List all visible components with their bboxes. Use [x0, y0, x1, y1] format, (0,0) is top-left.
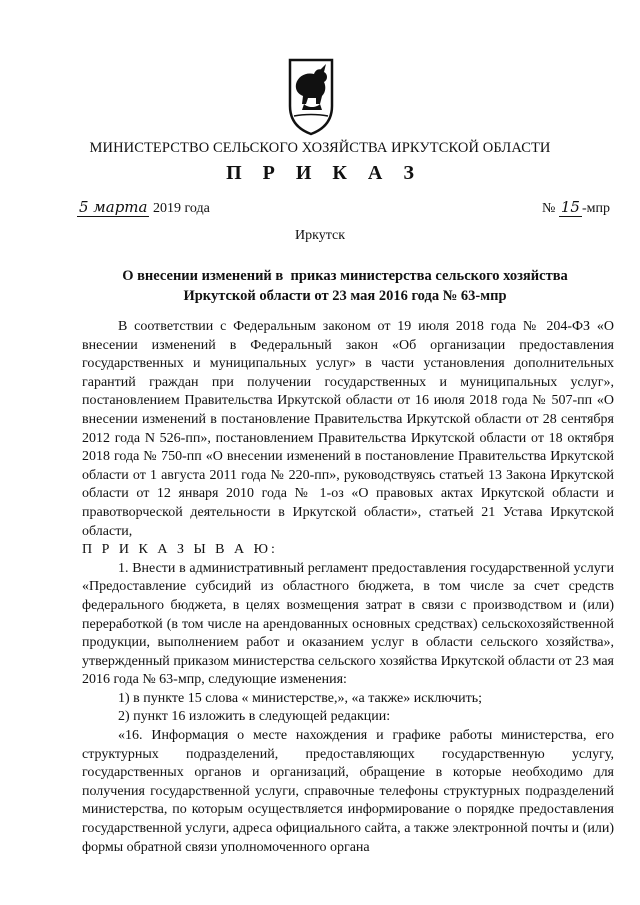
number-sign: № [542, 201, 556, 216]
document-type-title: П Р И К А З [226, 162, 422, 184]
date-year: 2019 года [152, 201, 210, 216]
subitem-2-paragraph: 2) пункт 16 изложить в следующей редакции: [118, 709, 391, 725]
document-date [77, 198, 210, 217]
preamble-paragraph: В соответствии с Федеральным законом от 19 июля 2018 года № 204-ФЗ «О внесении изменений в Федеральный закон «Об организации предоставления государственных и муниципальных услуг» в части установления дополнительных гарантий граждан при получении государственных и муниципальных услуг», постановлением Правительства Иркутской области от 16 июля 2018 года № 507-пп «О внесении изменений в постановление Правительства Иркутской области от 28 сентября 2012 года N 526-пп», постановлением Правительства Иркутской области от 18 октября 2018 года № 750-пп «О внесении изменений в постановление Правительства Иркутской области от 1 августа 2011 года № 220-пп», руководствуясь статьей 13 Закона Иркутской области от 12 января 2010 года № 1-оз «О правовых актах Иркутской области и правотворческой деятельности в Иркутской области», статьей 21 Устава Иркутской области, [82, 319, 614, 539]
subject-line-2: Иркутской области от 23 мая 2016 года № 63-мпр [183, 288, 507, 304]
subitem-1-paragraph: 1) в пункте 15 слова « министерстве,», «а также» исключить; [118, 690, 483, 706]
order-body [82, 318, 614, 857]
subject-line-1: О внесении изменений в приказ министерства сельского хозяйства [122, 268, 568, 284]
order-subject [80, 266, 610, 306]
handwritten-date: 5 марта [79, 198, 148, 216]
ministry-name: МИНИСТЕРСТВО СЕЛЬСКОГО ХОЗЯЙСТВА ИРКУТСКОЙ ОБЛАСТИ [89, 140, 551, 156]
handwritten-number: 15 [560, 198, 580, 216]
city-name: Иркутск [294, 228, 346, 243]
document-number [542, 198, 610, 217]
number-suffix: -мпр [581, 201, 610, 216]
item-1-paragraph: 1. Внести в административный регламент предоставления государственной услуги «Предоставление субсидий из областного бюджета, в том числе за счет средств федерального бюджета, в целях возмещения затрат в связи с производством и (или) переработкой (в том числе на арендованных основных средствах) сельскохозяйственной продукции, выполнением работ и оказанием услуг в области сельского хозяйства», утвержденный приказом министерства сельского хозяйства Иркутской области от 23 мая 2016 года № 63-мпр, следующие изменения: [82, 560, 614, 688]
coat-of-arms-icon [286, 56, 336, 136]
quoted-item-16-paragraph: «16. Информация о месте нахождения и графике работы министерства, его структурных подразделений, предоставляющих государственную услугу, государственных органов и организаций, обращение в которые необходимо для получения государственной услуги, справочные телефоны структурных подразделений министерства, по которым осуществляется информирование о порядке предоставления государственной услуги, адреса официального сайта, а также электронной почты и (или) формы обратной связи уполномоченного органа [82, 728, 614, 855]
order-declaration: П Р И К А З Ы В А Ю: [82, 542, 278, 558]
